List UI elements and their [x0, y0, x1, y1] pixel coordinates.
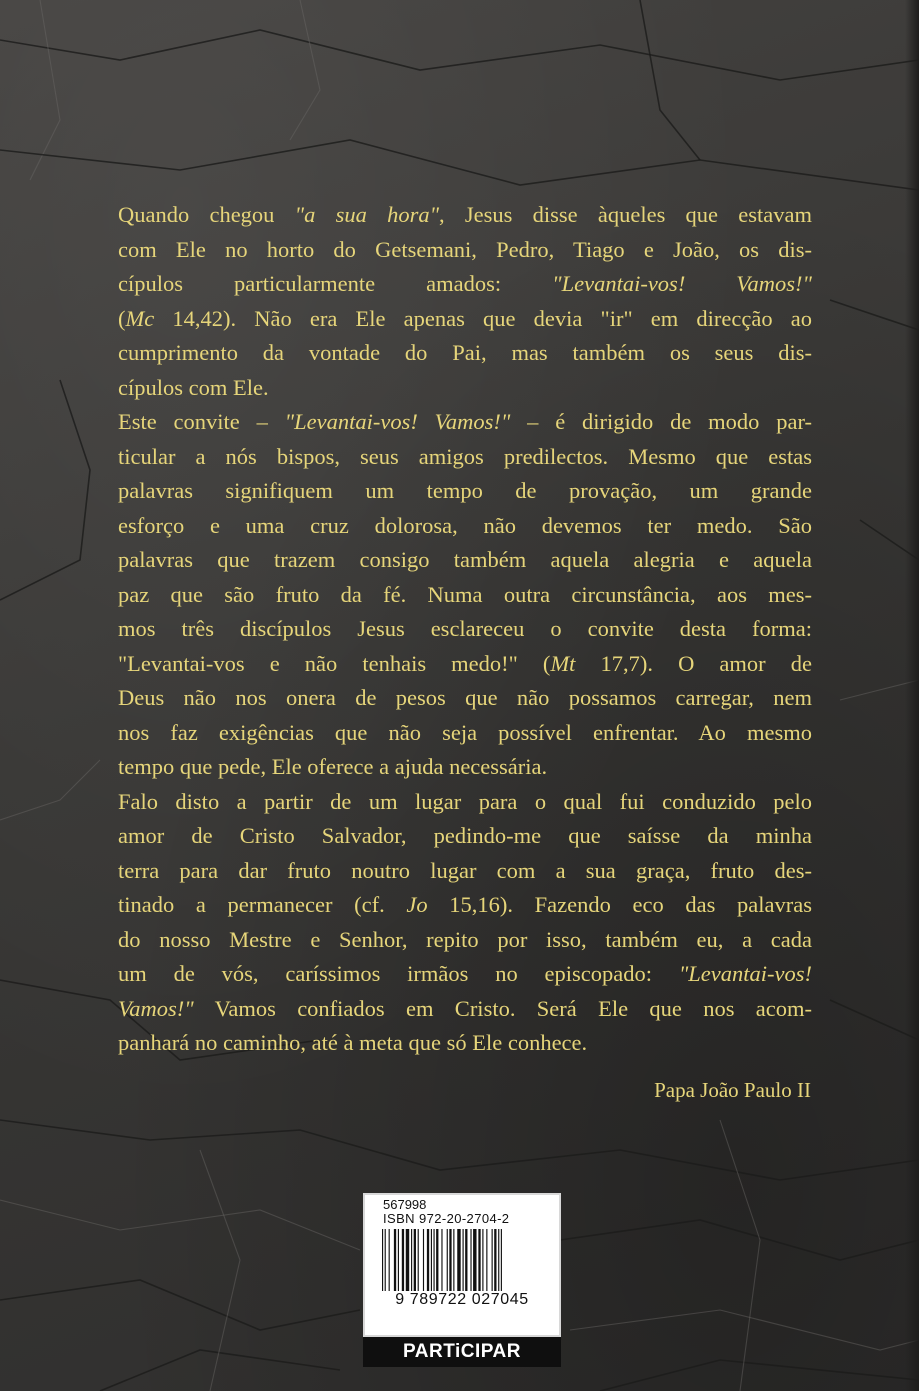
barcode-bar [486, 1229, 487, 1291]
barcode-bar [389, 1229, 390, 1291]
barcode-bar [433, 1229, 434, 1291]
text-line: terra para dar fruto noutro lugar com a sua graça, fruto des- [118, 857, 812, 883]
text-line: "Levantai-vos e não tenhais medo!" (Mt 17,7). O amor de [118, 650, 812, 676]
text-line: paz que são fruto da fé. Numa outra circunstância, aos mes- [118, 581, 812, 607]
barcode-bar [406, 1229, 409, 1291]
text-line: do nosso Mestre e Senhor, repito por isso, também eu, a cada [118, 926, 812, 952]
barcode-bar [398, 1229, 399, 1291]
text-line: Falo disto a partir de um lugar para o qual fui conduzido pelo [118, 788, 812, 814]
barcode-bar [436, 1229, 438, 1291]
spine-shadow [905, 0, 919, 1391]
text-line: um de vós, caríssimos irmãos no episcopado: "Levantai-vos! [118, 961, 812, 986]
text-line: Vamos!" Vamos confiados em Cristo. Será Ele que nos acom- [118, 995, 812, 1021]
text-line: cípulos com Ele. [118, 374, 269, 400]
barcode-bar [402, 1229, 404, 1291]
barcode-bar [453, 1229, 454, 1291]
text-line: (Mc 14,42). Não era Ele apenas que devia "ir" em direcção ao [118, 305, 812, 331]
barcode-bar [463, 1229, 464, 1291]
barcode-bar [498, 1229, 499, 1291]
text-line: ticular a nós bispos, seus amigos predilectos. Mesmo que estas [118, 443, 812, 469]
text-line: esforço e uma cruz dolorosa, não devemos ter medo. São [118, 512, 812, 538]
text-line: Quando chegou "a sua hora", Jesus disse àqueles que estavam [118, 202, 812, 227]
text-line: palavras que trazem consigo também aquela alegria e aquela [118, 547, 812, 572]
text-line: tinado a permanecer (cf. Jo 15,16). Fazendo eco das palavras [118, 892, 812, 917]
barcode-bar [423, 1229, 424, 1291]
text-line: tempo que pede, Ele oferece a ajuda necessária. [118, 754, 548, 779]
barcode-bar [482, 1229, 483, 1291]
barcode-bar [427, 1229, 429, 1291]
barcode-bars [381, 1229, 547, 1291]
barcode-bar [431, 1229, 432, 1291]
barcode-bar [414, 1229, 416, 1291]
barcode-bar [492, 1229, 493, 1291]
author-signature: Papa João Paulo II [654, 1078, 811, 1102]
barcode-bar [457, 1229, 460, 1291]
text-line: palavras signifiquem um tempo de provação, um grande [118, 478, 812, 503]
barcode-product-code: 567998 [383, 1197, 427, 1212]
text-line: Deus não nos onera de pesos que não possamos carregar, nem [118, 685, 812, 710]
text-line: com Ele no horto do Getsemani, Pedro, Tiago e João, os dis- [118, 236, 812, 262]
barcode-bar [394, 1229, 396, 1291]
text-line: cumprimento da vontade do Pai, mas também os seus dis- [118, 340, 812, 365]
barcode-bar [411, 1229, 412, 1291]
text-line: amor de Cristo Salvador, pedindo-me que saísse da minha [118, 823, 812, 848]
text-line: nos faz exigências que não seja possível enfrentar. Ao mesmo [118, 719, 812, 745]
publisher-logo: PARTiCIPAR [363, 1337, 561, 1367]
barcode-bar [441, 1229, 442, 1291]
text-line: cípulos particularmente amados: "Levantai-vos! Vamos!" [118, 271, 812, 296]
barcode-bar [501, 1229, 502, 1291]
text-line: panhará no caminho, até à meta que só Ele conhece. [118, 1030, 588, 1055]
barcode-bar [449, 1229, 451, 1291]
barcode-bar [382, 1229, 383, 1291]
barcode-bar [418, 1229, 419, 1291]
barcode-bar [473, 1229, 476, 1291]
text-line: mos três discípulos Jesus esclareceu o convite desta forma: [118, 616, 812, 641]
barcode-bar [470, 1229, 471, 1291]
barcode-bar [478, 1229, 480, 1291]
back-cover-text [118, 198, 812, 1061]
ean-number: 9 789722 027045 [395, 1291, 529, 1308]
barcode-bar [385, 1229, 386, 1291]
text-line: Este convite – "Levantai-vos! Vamos!" – é dirigido de modo par- [118, 409, 812, 434]
barcode-bar [447, 1229, 448, 1291]
barcode-bar [494, 1229, 496, 1291]
barcode-bar [465, 1229, 467, 1291]
barcode-label [363, 1193, 561, 1337]
isbn-text: ISBN 972-20-2704-2 [383, 1211, 510, 1226]
